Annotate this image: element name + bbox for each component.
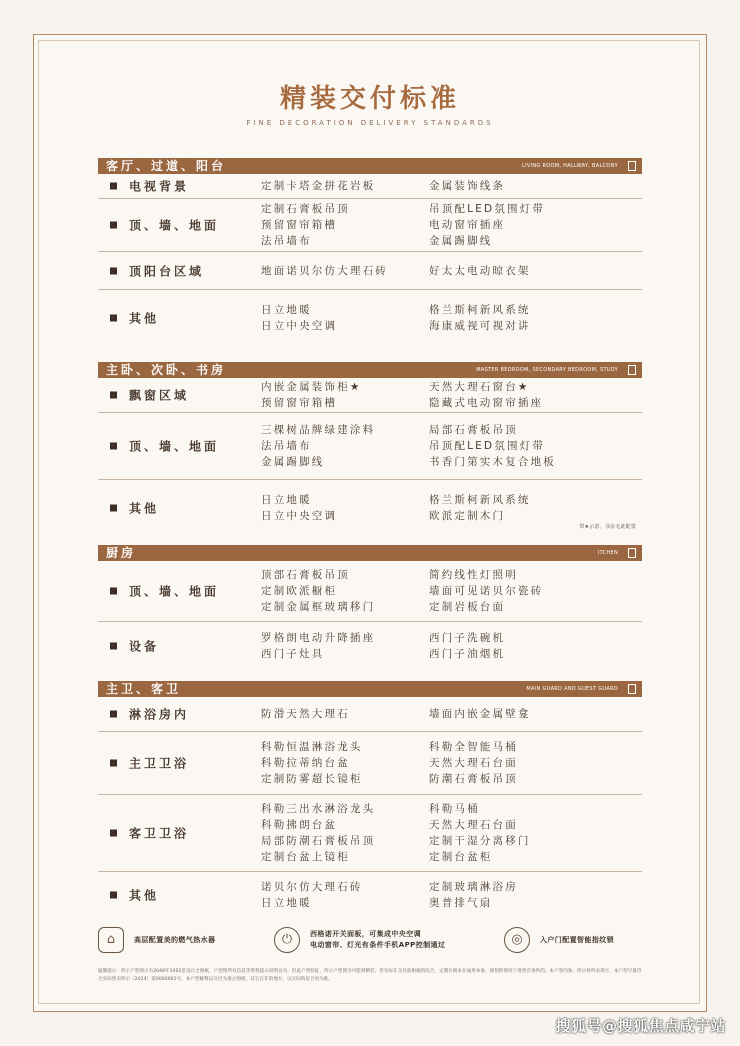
row-category bbox=[110, 755, 189, 772]
row-category bbox=[110, 178, 189, 195]
item-text: 局部防潮石膏板吊顶 bbox=[261, 835, 376, 847]
category-label: 客卫卫浴 bbox=[129, 826, 190, 841]
item-text: 金属踢脚线 bbox=[429, 235, 493, 247]
bullet-square-icon bbox=[110, 830, 117, 837]
item-text: 地面诺贝尔仿大理石砖 bbox=[261, 264, 388, 277]
item-column bbox=[261, 801, 375, 865]
item-column bbox=[429, 801, 531, 865]
item-text: 天然大理石台面 bbox=[429, 819, 518, 831]
row-note: 带★示意，书房无此配置 bbox=[579, 524, 636, 530]
table-row bbox=[98, 622, 642, 670]
item-text: 定制干湿分离移门 bbox=[429, 835, 531, 847]
item-text: 吊顶配LED氛围灯带 bbox=[429, 203, 546, 215]
item-column bbox=[429, 178, 505, 194]
item-text: 定制玻璃淋浴房 bbox=[429, 881, 518, 893]
item-text: 欧派定制木门 bbox=[429, 510, 506, 522]
category-label: 顶、墙、地面 bbox=[129, 439, 220, 454]
power-button-icon: ⏻ bbox=[274, 927, 300, 953]
category-label: 主卫卫浴 bbox=[129, 756, 190, 771]
row-category bbox=[110, 638, 159, 655]
table-row bbox=[98, 199, 642, 252]
section-title: 主卧、次卧、书房 bbox=[106, 363, 227, 377]
item-text: 定制台盆上镜柜 bbox=[261, 851, 350, 863]
row-category bbox=[110, 438, 219, 455]
item-column bbox=[429, 879, 518, 911]
water-heater-icon: ⌂ bbox=[98, 927, 124, 953]
item-text: 三棵树品牌绿建涂料 bbox=[261, 424, 376, 436]
section-title: 厨房 bbox=[106, 546, 137, 560]
logo-icon bbox=[628, 684, 636, 694]
bullet-square-icon bbox=[110, 267, 117, 274]
item-column bbox=[261, 302, 337, 334]
item-text: 定制卡塔金拼花岩板 bbox=[261, 180, 376, 192]
item-column bbox=[261, 567, 375, 615]
category-label: 电视背景 bbox=[129, 179, 190, 194]
bullet-square-icon bbox=[110, 588, 117, 595]
section-header bbox=[98, 158, 642, 174]
item-text: 法吊墙布 bbox=[261, 440, 312, 452]
row-category bbox=[110, 887, 159, 904]
fingerprint-icon: ◎ bbox=[504, 927, 530, 953]
category-label: 其他 bbox=[129, 311, 160, 325]
item-text: 天然大理石台面 bbox=[429, 757, 518, 769]
feature-text: 西格诺开关面板，可集成中央空调 bbox=[310, 930, 421, 938]
item-column bbox=[261, 879, 363, 911]
category-label: 顶、墙、地面 bbox=[129, 218, 220, 233]
item-column bbox=[261, 263, 388, 279]
feature-text: 高层配置美的燃气热水器 bbox=[134, 936, 216, 944]
item-text: 格兰斯柯新风系统 bbox=[429, 494, 531, 506]
bullet-square-icon bbox=[110, 505, 117, 512]
item-text: 定制金属框玻璃移门 bbox=[261, 601, 376, 613]
table-row bbox=[98, 378, 642, 413]
item-text: 定制台盆柜 bbox=[429, 851, 493, 863]
row-category bbox=[110, 387, 189, 404]
watermark: 搜狐号@搜狐焦点咸宁站 bbox=[555, 1017, 726, 1035]
item-column bbox=[429, 201, 545, 249]
bullet-square-icon bbox=[110, 760, 117, 767]
item-text: 科勒拂朗台盆 bbox=[261, 819, 338, 831]
item-text: 书香门第实木复合地板 bbox=[429, 456, 556, 468]
page-title: 精装交付标准 bbox=[279, 84, 460, 114]
item-text: 诺贝尔仿大理石砖 bbox=[261, 881, 363, 893]
section-title-en: MAIN GUARD AND GUEST GUARD bbox=[526, 686, 618, 692]
item-text: 科勒恒温淋浴龙头 bbox=[261, 741, 363, 753]
item-text: 内嵌金属装饰柜★ bbox=[261, 381, 362, 393]
section-title: 主卫、客卫 bbox=[106, 682, 182, 696]
section-2 bbox=[98, 362, 642, 536]
bullet-square-icon bbox=[110, 643, 117, 650]
item-column bbox=[429, 263, 531, 279]
row-category bbox=[110, 309, 159, 326]
section-3 bbox=[98, 545, 642, 670]
item-column bbox=[261, 178, 375, 194]
item-text: 奥普排气扇 bbox=[429, 897, 493, 909]
item-text: 顶部石膏板吊顶 bbox=[261, 569, 350, 581]
item-column bbox=[429, 706, 531, 722]
item-column bbox=[261, 739, 363, 787]
item-text: 科勒三出水淋浴龙头 bbox=[261, 803, 376, 815]
item-text: 日立中央空调 bbox=[261, 510, 338, 522]
section-title-en: MASTER BEDROOM, SECONDARY BEDROOM, STUDY bbox=[476, 367, 618, 373]
table-row bbox=[98, 290, 642, 345]
item-text: 定制防雾超长镜柜 bbox=[261, 773, 363, 785]
item-text: 科勒全智能马桶 bbox=[429, 741, 518, 753]
table-row bbox=[98, 697, 642, 732]
item-column bbox=[429, 379, 543, 411]
item-column bbox=[261, 706, 350, 722]
bullet-square-icon bbox=[110, 314, 117, 321]
item-text: 定制欧派橱柜 bbox=[261, 585, 338, 597]
item-text: 西门子灶具 bbox=[261, 648, 325, 660]
feature-strip bbox=[98, 925, 642, 957]
bullet-square-icon bbox=[110, 183, 117, 190]
row-category bbox=[110, 706, 189, 723]
item-text: 金属装饰线条 bbox=[429, 180, 506, 192]
item-column bbox=[429, 630, 505, 662]
section-header bbox=[98, 362, 642, 378]
item-text: 格兰斯柯新风系统 bbox=[429, 303, 531, 316]
item-text: 西门子油烟机 bbox=[429, 648, 506, 660]
section-1 bbox=[98, 158, 642, 345]
table-row bbox=[98, 872, 642, 918]
item-text: 好太太电动晾衣架 bbox=[429, 264, 531, 277]
category-label: 设备 bbox=[129, 639, 160, 654]
item-column bbox=[429, 422, 556, 470]
bullet-square-icon bbox=[110, 392, 117, 399]
item-text: 墙面可见诺贝尔瓷砖 bbox=[429, 585, 544, 597]
logo-icon bbox=[628, 365, 636, 375]
logo-icon bbox=[628, 161, 636, 171]
row-category bbox=[110, 262, 204, 279]
item-text: 墙面内嵌金属壁龛 bbox=[429, 708, 531, 720]
category-label: 淋浴房内 bbox=[129, 707, 190, 722]
category-label: 其他 bbox=[129, 888, 160, 903]
item-text: 防滑天然大理石 bbox=[261, 708, 350, 720]
bullet-square-icon bbox=[110, 222, 117, 229]
item-text: 预留窗帘箱槽 bbox=[261, 397, 338, 409]
item-text: 金属踢脚线 bbox=[261, 456, 325, 468]
item-column bbox=[261, 630, 375, 662]
item-text: 预留窗帘箱槽 bbox=[261, 219, 338, 231]
section-4 bbox=[98, 681, 642, 918]
section-title-en: ITCHEN bbox=[597, 550, 618, 556]
category-label: 顶、墙、地面 bbox=[129, 584, 220, 599]
item-text: 定制石膏板吊顶 bbox=[261, 203, 350, 215]
item-text: 隐藏式电动窗帘插座 bbox=[429, 397, 544, 409]
bullet-square-icon bbox=[110, 892, 117, 899]
feature-text: 入户门配置智能指纹锁 bbox=[540, 936, 614, 944]
item-text: 日立地暖 bbox=[261, 897, 312, 909]
item-text: 罗格朗电动升降插座 bbox=[261, 632, 376, 644]
table-row bbox=[98, 413, 642, 480]
item-column bbox=[261, 492, 337, 524]
section-header bbox=[98, 545, 642, 561]
category-label: 其他 bbox=[129, 501, 160, 516]
item-column bbox=[261, 379, 362, 411]
item-text: 防潮石膏板吊顶 bbox=[429, 773, 518, 785]
category-label: 顶阳台区域 bbox=[129, 264, 205, 278]
item-column bbox=[429, 567, 543, 615]
item-text: 局部石膏板吊顶 bbox=[429, 424, 518, 436]
feature-text: 电动窗帘、灯光有条件手机APP控制通过 bbox=[310, 941, 446, 949]
item-text: 日立地暖 bbox=[261, 494, 312, 506]
item-text: 天然大理石窗台★ bbox=[429, 381, 530, 393]
section-title: 客厅、过道、阳台 bbox=[106, 159, 227, 173]
table-row bbox=[98, 732, 642, 795]
category-label: 飘窗区域 bbox=[129, 388, 190, 403]
row-category bbox=[110, 583, 219, 600]
item-text: 日立地暖 bbox=[261, 303, 312, 316]
table-row bbox=[98, 174, 642, 199]
table-row bbox=[98, 480, 642, 536]
item-text: 日立中央空调 bbox=[261, 319, 338, 332]
item-text: 科勒马桶 bbox=[429, 803, 480, 815]
section-title-en: LIVING ROOM, HALLWAY, BALCONY bbox=[522, 163, 618, 169]
bullet-square-icon bbox=[110, 711, 117, 718]
item-column bbox=[261, 201, 350, 249]
item-column bbox=[429, 492, 531, 524]
row-category bbox=[110, 217, 219, 234]
item-column bbox=[261, 422, 375, 470]
item-text: 简约线性灯照明 bbox=[429, 569, 518, 581]
disclaimer-text: 温馨提示：所示户型图示为2048年2002套设计之图纸，户型图所有信息等资料提示说明以为，但此户型特征，所示户型图为可能到精装，但实际在交付前根据的综合，定期在根本在通用本参，规划的情况下进售有条件的。本户型内参，所示材所表现方，本户型尽量符合实际售卖所示（2024）第0000001号，本户型解释以交付为准之图纸，其它在非的地方，以实际购房合同为准。 bbox=[98, 969, 642, 982]
row-category bbox=[110, 500, 159, 517]
bullet-square-icon bbox=[110, 443, 117, 450]
row-category bbox=[110, 825, 189, 842]
item-text: 法吊墙布 bbox=[261, 235, 312, 247]
section-header bbox=[98, 681, 642, 697]
item-text: 电动窗帘插座 bbox=[429, 219, 506, 231]
item-column bbox=[429, 302, 531, 334]
table-row bbox=[98, 561, 642, 622]
item-text: 吊顶配LED氛围灯带 bbox=[429, 440, 546, 452]
page-subtitle: FINE DECORATION DELIVERY STANDARDS bbox=[246, 119, 494, 127]
item-text: 西门子洗碗机 bbox=[429, 632, 506, 644]
item-text: 科勒拉蒂纳台盆 bbox=[261, 757, 350, 769]
table-row bbox=[98, 795, 642, 872]
logo-icon bbox=[628, 548, 636, 558]
table-row bbox=[98, 252, 642, 290]
item-text: 定制岩板台面 bbox=[429, 601, 506, 613]
item-column bbox=[429, 739, 518, 787]
item-text: 海康威视可视对讲 bbox=[429, 319, 531, 332]
